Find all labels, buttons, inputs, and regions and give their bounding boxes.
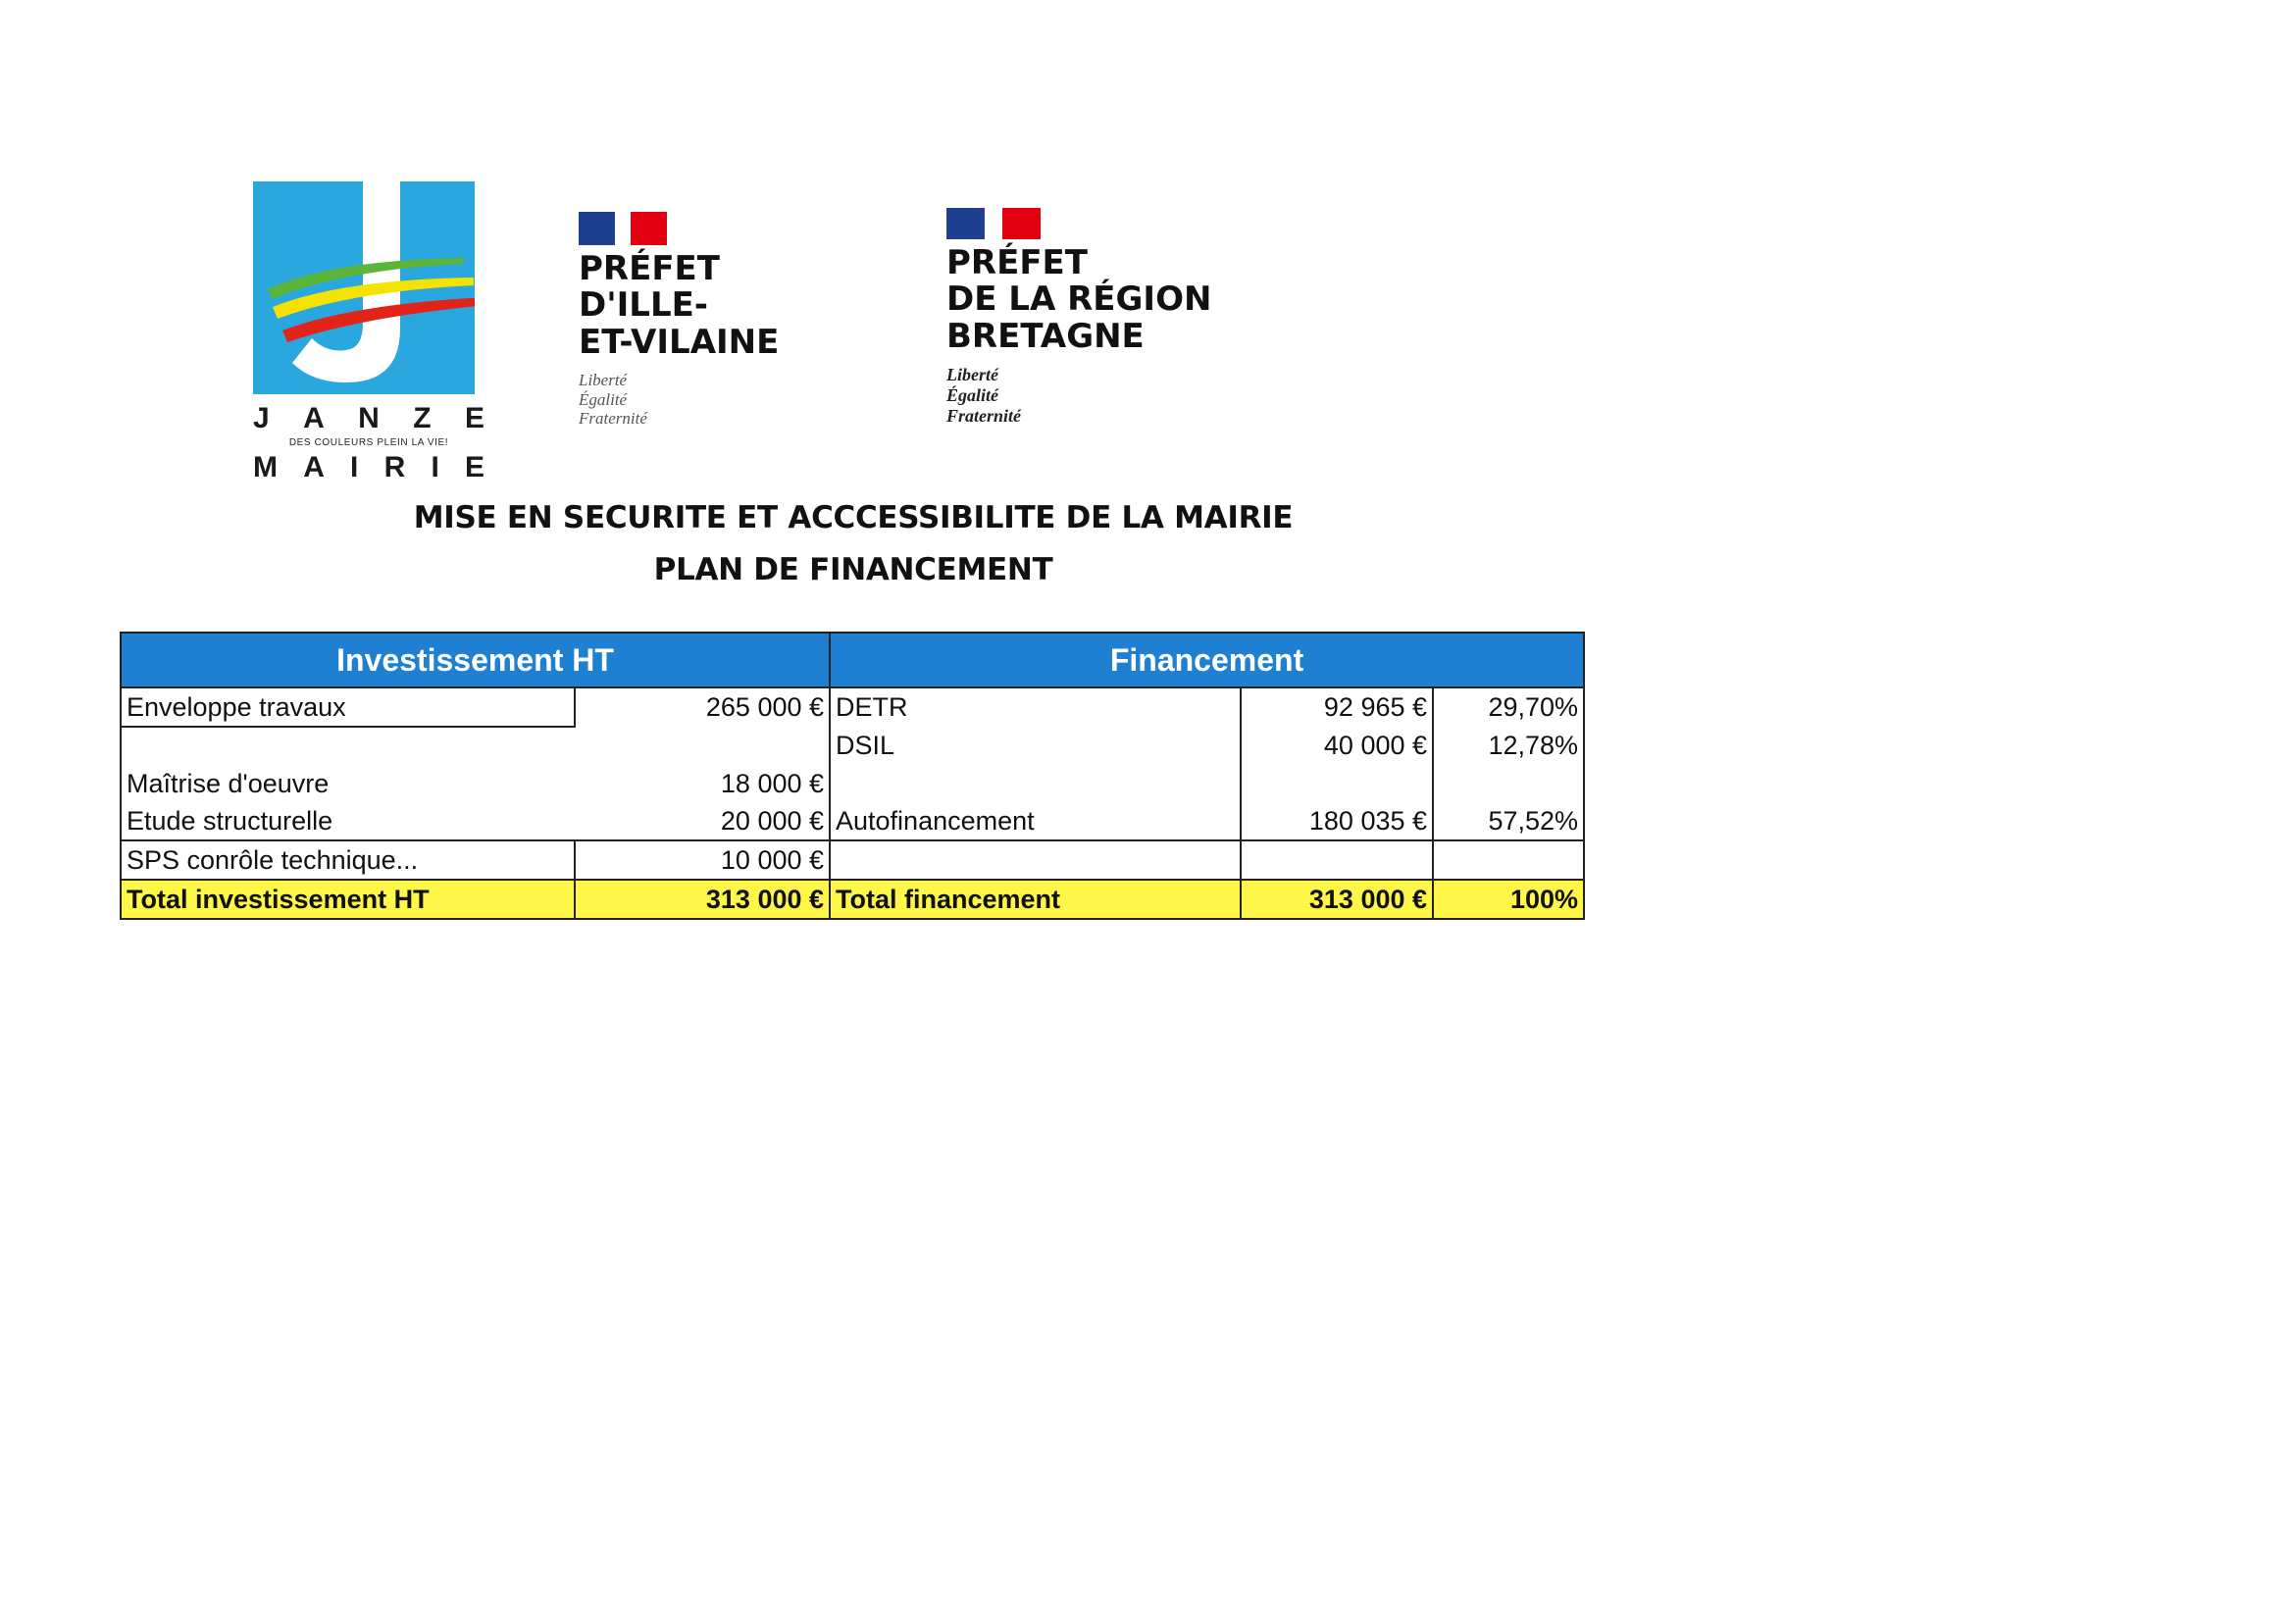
funding-percent: 12,78% [1433, 727, 1584, 765]
table-row [121, 840, 1584, 880]
investment-amount [575, 727, 830, 765]
investment-amount: 265 000 € [575, 687, 830, 727]
motto-line: Fraternité [579, 409, 647, 429]
marianne-flag-icon [579, 212, 667, 245]
motto-line: Égalité [579, 389, 628, 409]
motto-line: Égalité [946, 384, 998, 405]
table-row [121, 687, 1584, 727]
prefet-ille-title-line: D'ILLE- [579, 285, 708, 326]
mairie-letter: R [383, 451, 406, 483]
funding-amount [1241, 840, 1433, 880]
table-row [121, 765, 1584, 802]
prefet-ille-motto [579, 371, 804, 429]
janze-letter: A [303, 402, 325, 434]
total-funding-amount: 313 000 € [1241, 880, 1433, 919]
janze-letter: Z [413, 402, 432, 434]
financement-header: Financement [830, 633, 1584, 687]
prefet-bretagne-motto [946, 365, 1260, 426]
total-row [121, 880, 1584, 919]
janze-j-emblem-icon [253, 181, 475, 394]
total-investment-amount: 313 000 € [575, 880, 830, 919]
janze-letter: J [253, 402, 270, 434]
table-row [121, 727, 1584, 765]
funding-label: DSIL [830, 727, 1241, 765]
janze-mairie-word [253, 451, 484, 484]
motto-line: Liberté [579, 371, 628, 390]
prefet-bretagne-title-line: DE LA RÉGION [946, 279, 1212, 320]
total-funding-percent: 100% [1433, 880, 1584, 919]
funding-label [830, 840, 1241, 880]
table-header-row [121, 633, 1584, 687]
mairie-letter: M [253, 451, 278, 483]
prefet-bretagne-title-line: PRÉFET [946, 243, 1088, 282]
investment-amount: 10 000 € [575, 840, 830, 880]
funding-label: DETR [830, 687, 1241, 727]
funding-amount: 180 035 € [1241, 802, 1433, 840]
prefet-ille-title [579, 251, 804, 361]
prefet-region-bretagne-logo [946, 208, 1260, 426]
janze-logo-emblem [253, 181, 475, 394]
total-funding-label: Total financement [830, 880, 1241, 919]
funding-amount [1241, 765, 1433, 802]
table-row [121, 802, 1584, 840]
funding-label: Autofinancement [830, 802, 1241, 840]
mairie-letter: I [431, 451, 439, 483]
funding-percent: 57,52% [1433, 802, 1584, 840]
investissement-header: Investissement HT [121, 633, 830, 687]
investment-label: Maîtrise d'oeuvre [121, 765, 575, 802]
prefet-ille-title-line: PRÉFET [579, 249, 720, 288]
investment-amount: 20 000 € [575, 802, 830, 840]
motto-line: Liberté [946, 365, 998, 385]
investment-label: Etude structurelle [121, 802, 575, 840]
investment-label: Enveloppe travaux [121, 687, 575, 727]
funding-label [830, 765, 1241, 802]
janze-letter: E [464, 402, 484, 434]
marianne-flag-icon [946, 208, 1041, 239]
prefet-ille-title-line: ET-VILAINE [579, 322, 780, 362]
prefet-bretagne-title [946, 245, 1260, 355]
total-investment-label: Total investissement HT [121, 880, 575, 919]
janze-mairie-logo [253, 178, 484, 484]
financing-plan-table [120, 632, 1585, 920]
mairie-letter: E [464, 451, 484, 483]
funding-amount: 92 965 € [1241, 687, 1433, 727]
investment-amount: 18 000 € [575, 765, 830, 802]
investment-label: SPS conrôle technique... [121, 840, 575, 880]
investment-label [121, 727, 575, 765]
funding-percent [1433, 765, 1584, 802]
document-subtitle: PLAN DE FINANCEMENT [653, 552, 1053, 587]
funding-percent: 29,70% [1433, 687, 1584, 727]
mairie-letter: A [303, 451, 325, 483]
mairie-letter: I [350, 451, 359, 483]
janze-slogan: DES COULEURS PLEIN LA VIE! [288, 437, 449, 448]
prefet-ille-et-vilaine-logo [579, 212, 804, 429]
janze-wordmark [253, 402, 484, 435]
prefet-bretagne-title-line: BRETAGNE [946, 316, 1145, 356]
funding-amount: 40 000 € [1241, 727, 1433, 765]
funding-percent [1433, 840, 1584, 880]
document-title: MISE EN SECURITE ET ACCCESSIBILITE DE LA MAIRIE [413, 500, 1294, 535]
motto-line: Fraternité [946, 405, 1022, 426]
janze-letter: N [358, 402, 380, 434]
